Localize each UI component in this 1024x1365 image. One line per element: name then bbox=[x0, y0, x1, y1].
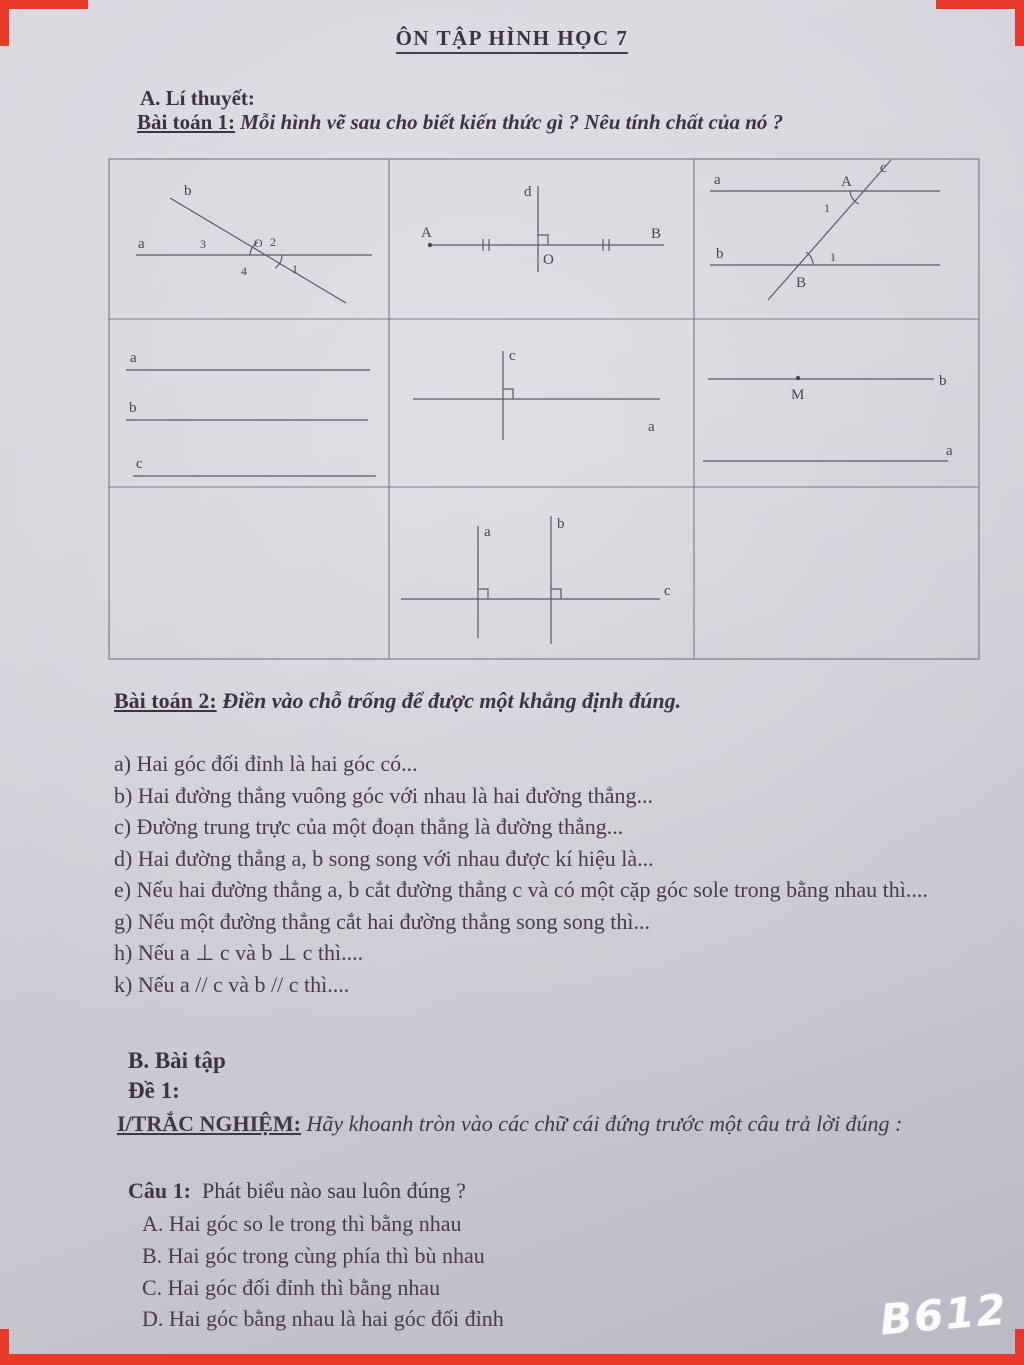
fig3-angle-arc-B bbox=[806, 252, 813, 265]
fig2-label-A: A bbox=[421, 225, 432, 241]
figure-two-perpendiculars bbox=[401, 516, 671, 644]
fig7-label-a: a bbox=[484, 524, 491, 540]
fig2-right-angle-mark bbox=[538, 235, 548, 245]
problem2-items bbox=[114, 748, 976, 1000]
fill-item-g: g) Nếu một đường thẳng cắt hai đường thẳng song song thì... bbox=[114, 908, 650, 934]
fig1-label-a: a bbox=[138, 236, 145, 252]
figure-perpendicular-lines bbox=[413, 348, 660, 440]
problem1-heading bbox=[137, 110, 783, 135]
table-outline bbox=[109, 159, 979, 659]
quiz-instruction: Hãy khoanh tròn vào các chữ cái đứng trước một câu trả lời đúng : bbox=[300, 1111, 903, 1136]
fill-item-e: e) Nếu hai đường thẳng a, b cắt đường thẳng c và có một cặp góc sole trong bằng nhau thì.... bbox=[114, 877, 928, 902]
figure-perpendicular-bisector bbox=[421, 184, 664, 272]
frame-corner-top-right-h bbox=[936, 0, 1024, 9]
option-d: D. Hai góc bằng nhau là hai góc đối đỉnh bbox=[142, 1306, 504, 1332]
figure-three-parallel-lines bbox=[126, 350, 376, 476]
section-a-heading: A. Lí thuyết: bbox=[140, 86, 255, 110]
figures-table bbox=[108, 158, 980, 660]
fill-item-b: b) Hai đường thẳng vuông góc với nhau là hai đường thẳng... bbox=[114, 782, 653, 808]
fig5-right-angle-mark bbox=[503, 389, 513, 399]
fig3-label-B: B bbox=[796, 275, 807, 291]
fig2-label-O: O bbox=[543, 252, 554, 268]
fig1-label-4: 4 bbox=[241, 264, 247, 278]
fig6-label-b: b bbox=[939, 373, 947, 389]
de-1-heading: Đề 1: bbox=[128, 1078, 180, 1103]
fig7-label-c: c bbox=[664, 583, 671, 599]
fig3-label-1-bottom: 1 bbox=[830, 250, 836, 264]
fig3-label-1-top: 1 bbox=[824, 201, 830, 215]
fig7-label-b: b bbox=[557, 516, 565, 532]
fig2-label-d: d bbox=[524, 184, 532, 200]
fill-item-h: h) Nếu a ⊥ c và b ⊥ c thì.... bbox=[114, 940, 364, 965]
fig7-right-angle-mark-b bbox=[551, 589, 561, 599]
fig3-label-A: A bbox=[841, 174, 852, 190]
frame-corner-bottom-right-v bbox=[1015, 1329, 1024, 1365]
fill-item-k: k) Nếu a // c và b // c thì.... bbox=[114, 971, 350, 997]
b612-watermark: B612 bbox=[878, 1284, 1010, 1345]
quiz-heading bbox=[117, 1108, 1012, 1143]
fig4-label-b: b bbox=[129, 400, 137, 416]
fig3-label-c: c bbox=[880, 160, 887, 176]
figure-opposite-angles bbox=[136, 183, 372, 303]
option-c: C. Hai góc đối đỉnh thì bằng nhau bbox=[142, 1274, 441, 1300]
problem1-label: Bài toán 1: bbox=[137, 110, 236, 134]
fig2-label-B: B bbox=[651, 226, 662, 242]
fig6-label-M: M bbox=[791, 387, 805, 403]
fill-item-c: c) Đường trung trực của một đoạn thẳng là đường thẳng... bbox=[114, 814, 624, 839]
problem2-heading bbox=[114, 688, 681, 714]
fig1-label-2: 2 bbox=[270, 235, 276, 249]
fig1-label-1: 1 bbox=[292, 262, 298, 276]
fill-item-d: d) Hai đường thẳng a, b song song với nhau được kí hiệu là... bbox=[114, 845, 654, 871]
question-1-label: Câu 1: bbox=[128, 1178, 191, 1203]
fig5-label-c: c bbox=[509, 348, 516, 364]
fig3-line-c bbox=[768, 160, 891, 300]
frame-corner-bottom-left-v bbox=[0, 1329, 9, 1365]
figure-point-and-lines bbox=[703, 373, 953, 461]
option-a: A. Hai góc so le trong thì bằng nhau bbox=[142, 1211, 462, 1236]
fig6-label-a: a bbox=[946, 443, 953, 459]
problem2-text: Điền vào chỗ trống để được một khẳng định đúng. bbox=[216, 688, 682, 713]
problem1-text: Mỗi hình vẽ sau cho biết kiến thức gì ? Nêu tính chất của nó ? bbox=[235, 110, 784, 134]
option-b: B. Hai góc trong cùng phía thì bù nhau bbox=[142, 1242, 485, 1268]
fig3-label-b: b bbox=[716, 246, 724, 262]
fig1-label-O: O bbox=[254, 236, 263, 250]
frame-bottom-strip bbox=[0, 1354, 1024, 1365]
section-b-heading: B. Bài tập bbox=[128, 1048, 226, 1073]
fig5-label-a: a bbox=[648, 419, 655, 435]
page-title-row bbox=[0, 26, 1024, 51]
fig7-right-angle-mark-a bbox=[478, 589, 488, 599]
fig4-label-c: c bbox=[136, 456, 143, 472]
question-1 bbox=[128, 1178, 466, 1204]
problem2-label: Bài toán 2: bbox=[114, 688, 217, 713]
fill-item-a: a) Hai góc đối đỉnh là hai góc có... bbox=[114, 751, 418, 776]
frame-corner-top-left-h bbox=[0, 0, 88, 9]
figure-parallel-lines-transversal bbox=[710, 160, 940, 300]
page-title: ÔN TẬP HÌNH HỌC 7 bbox=[396, 26, 629, 54]
fig4-label-a: a bbox=[130, 350, 137, 366]
question-1-text: Phát biểu nào sau luôn đúng ? bbox=[190, 1178, 466, 1203]
fig6-point-M bbox=[796, 376, 800, 380]
table-grid bbox=[109, 159, 979, 659]
fig1-label-3: 3 bbox=[200, 237, 206, 251]
quiz-label: I/TRẮC NGHIỆM: bbox=[117, 1111, 301, 1136]
fig3-label-a: a bbox=[714, 172, 721, 188]
fig1-label-b: b bbox=[184, 183, 192, 199]
question-1-options bbox=[142, 1208, 504, 1335]
fig1-line-b bbox=[170, 198, 346, 303]
